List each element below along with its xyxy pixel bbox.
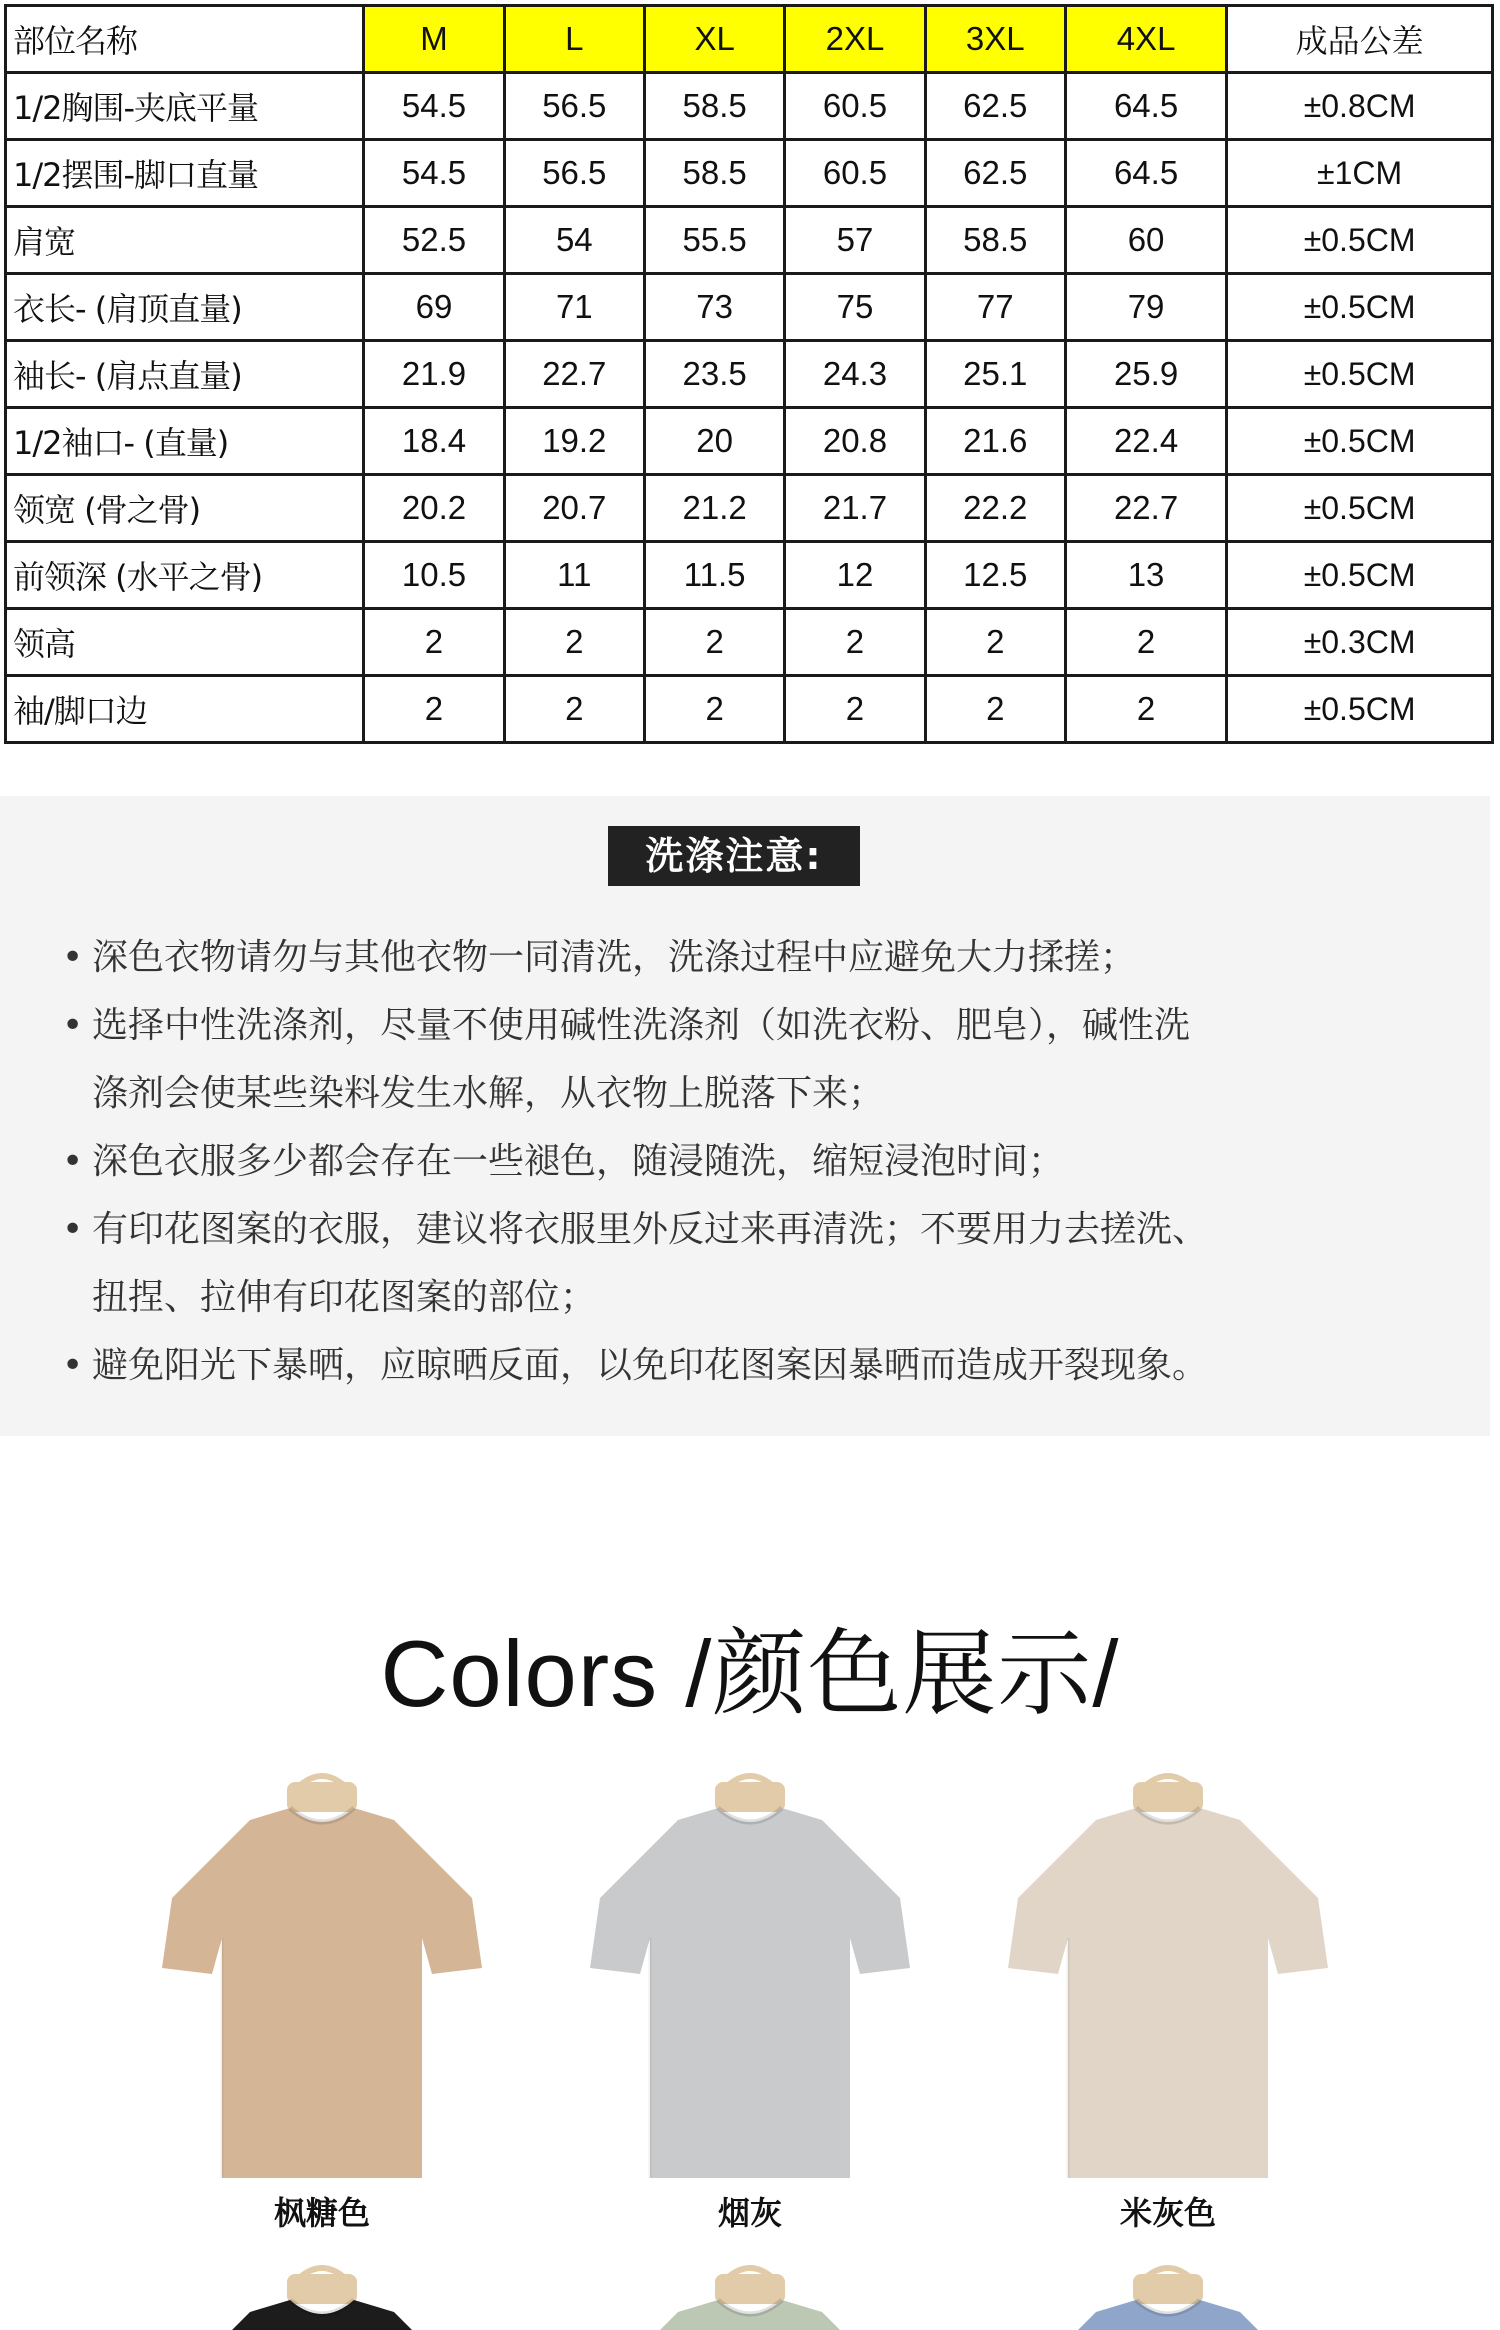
color-swatch xyxy=(132,1758,512,2238)
measurement-cell: 56.5 xyxy=(504,73,644,140)
washing-note-text: 避免阳光下暴晒，应晾晒反面，以免印花图案因暴晒而造成开裂现象。 xyxy=(92,1345,1209,1386)
washing-note-text: 涤剂会使某些染料发生水解，从衣物上脱落下来； xyxy=(92,1073,885,1114)
table-row xyxy=(6,676,1493,743)
measurement-cell: 21.2 xyxy=(644,475,784,542)
table-row xyxy=(6,341,1493,408)
table-row xyxy=(6,207,1493,274)
measurement-cell: 2 xyxy=(1065,676,1226,743)
measurement-cell: 2 xyxy=(504,609,644,676)
bullet-icon: • xyxy=(62,1141,84,1182)
row-part-name: 肩宽 xyxy=(6,207,364,274)
header-size-2xl: 2XL xyxy=(785,6,925,73)
header-size-3xl: 3XL xyxy=(925,6,1065,73)
measurement-cell: 2 xyxy=(785,609,925,676)
table-header-row xyxy=(6,6,1493,73)
tolerance-cell: ±0.5CM xyxy=(1227,341,1493,408)
washing-note-text: 有印花图案的衣服，建议将衣服里外反过来再清洗；不要用力去搓洗、 xyxy=(92,1209,1209,1250)
tolerance-cell: ±0.5CM xyxy=(1227,207,1493,274)
bullet-icon: • xyxy=(62,1005,84,1046)
header-size-l: L xyxy=(504,6,644,73)
measurement-cell: 11 xyxy=(504,542,644,609)
color-name-label: 枫糖色 xyxy=(273,2194,370,2232)
header-part-name: 部位名称 xyxy=(6,6,364,73)
measurement-cell: 55.5 xyxy=(644,207,784,274)
washing-note-line xyxy=(58,992,1438,1060)
bullet-icon: • xyxy=(62,1345,84,1386)
t-shirt-image xyxy=(560,2250,940,2330)
washing-note-text: 深色衣物请勿与其他衣物一同清洗，洗涤过程中应避免大力揉搓； xyxy=(92,937,1137,978)
measurement-cell: 2 xyxy=(925,676,1065,743)
colors-title: Colors /颜色展示/ xyxy=(380,1621,1120,1726)
t-shirt-image xyxy=(132,2250,512,2330)
measurement-cell: 60 xyxy=(1065,207,1226,274)
measurement-cell: 57 xyxy=(785,207,925,274)
measurement-cell: 21.6 xyxy=(925,408,1065,475)
washing-note-line xyxy=(58,1128,1438,1196)
measurement-cell: 20.2 xyxy=(364,475,504,542)
row-part-name: 袖/脚口边 xyxy=(6,676,364,743)
row-part-name: 1/2摆围-脚口直量 xyxy=(6,140,364,207)
row-part-name: 领宽 (骨之骨) xyxy=(6,475,364,542)
tolerance-cell: ±0.5CM xyxy=(1227,676,1493,743)
measurement-cell: 2 xyxy=(644,676,784,743)
washing-notes-title: 洗涤注意: xyxy=(608,826,860,886)
bullet-icon: • xyxy=(62,937,84,978)
tolerance-cell: ±0.5CM xyxy=(1227,274,1493,341)
measurement-cell: 19.2 xyxy=(504,408,644,475)
measurement-cell: 20.8 xyxy=(785,408,925,475)
row-part-name: 前领深 (水平之骨) xyxy=(6,542,364,609)
measurement-cell: 75 xyxy=(785,274,925,341)
color-name-label: 烟灰 xyxy=(717,2194,782,2232)
measurement-cell: 25.1 xyxy=(925,341,1065,408)
measurement-cell: 60.5 xyxy=(785,73,925,140)
measurement-cell: 22.7 xyxy=(1065,475,1226,542)
measurement-cell: 12 xyxy=(785,542,925,609)
row-part-name: 1/2胸围-夹底平量 xyxy=(6,73,364,140)
header-size-4xl: 4XL xyxy=(1065,6,1226,73)
table-row xyxy=(6,140,1493,207)
measurement-cell: 54.5 xyxy=(364,73,504,140)
measurement-cell: 52.5 xyxy=(364,207,504,274)
measurement-cell: 54 xyxy=(504,207,644,274)
washing-note-line xyxy=(58,1332,1438,1400)
measurement-cell: 18.4 xyxy=(364,408,504,475)
measurement-cell: 54.5 xyxy=(364,140,504,207)
washing-notes-list xyxy=(58,924,1438,1400)
measurement-cell: 73 xyxy=(644,274,784,341)
measurement-cell: 22.7 xyxy=(504,341,644,408)
measurement-cell: 64.5 xyxy=(1065,140,1226,207)
washing-note-text: 选择中性洗涤剂，尽量不使用碱性洗涤剂（如洗衣粉、肥皂），碱性洗 xyxy=(92,1005,1191,1046)
tolerance-cell: ±0.5CM xyxy=(1227,542,1493,609)
table-row xyxy=(6,475,1493,542)
measurement-cell: 62.5 xyxy=(925,73,1065,140)
bullet-icon: • xyxy=(62,1209,84,1250)
table-row xyxy=(6,609,1493,676)
measurement-cell: 56.5 xyxy=(504,140,644,207)
measurement-cell: 20 xyxy=(644,408,784,475)
color-swatch xyxy=(978,1758,1358,2238)
size-table xyxy=(4,4,1494,744)
washing-note-text: 扭捏、拉伸有印花图案的部位； xyxy=(92,1277,597,1318)
measurement-cell: 2 xyxy=(504,676,644,743)
measurement-cell: 58.5 xyxy=(925,207,1065,274)
measurement-cell: 62.5 xyxy=(925,140,1065,207)
measurement-cell: 22.2 xyxy=(925,475,1065,542)
washing-note-line xyxy=(58,1196,1438,1264)
color-swatch xyxy=(560,1758,940,2238)
washing-note-line xyxy=(58,924,1438,992)
measurement-cell: 2 xyxy=(364,609,504,676)
measurement-cell: 21.7 xyxy=(785,475,925,542)
measurement-cell: 58.5 xyxy=(644,73,784,140)
table-row xyxy=(6,73,1493,140)
measurement-cell: 21.9 xyxy=(364,341,504,408)
t-shirt-image xyxy=(978,2250,1358,2330)
measurement-cell: 22.4 xyxy=(1065,408,1226,475)
row-part-name: 袖长- (肩点直量) xyxy=(6,341,364,408)
tolerance-cell: ±0.5CM xyxy=(1227,475,1493,542)
table-row xyxy=(6,408,1493,475)
measurement-cell: 58.5 xyxy=(644,140,784,207)
measurement-cell: 60.5 xyxy=(785,140,925,207)
tolerance-cell: ±0.8CM xyxy=(1227,73,1493,140)
table-row xyxy=(6,542,1493,609)
color-name-label: 米灰色 xyxy=(1119,2194,1216,2232)
washing-notes-panel xyxy=(0,796,1490,1436)
row-part-name: 衣长- (肩顶直量) xyxy=(6,274,364,341)
measurement-cell: 23.5 xyxy=(644,341,784,408)
measurement-cell: 79 xyxy=(1065,274,1226,341)
measurement-cell: 10.5 xyxy=(364,542,504,609)
measurement-cell: 2 xyxy=(1065,609,1226,676)
measurement-cell: 77 xyxy=(925,274,1065,341)
row-part-name: 领高 xyxy=(6,609,364,676)
washing-note-line xyxy=(58,1060,1438,1128)
header-size-m: M xyxy=(364,6,504,73)
measurement-cell: 71 xyxy=(504,274,644,341)
header-size-xl: XL xyxy=(644,6,784,73)
tolerance-cell: ±1CM xyxy=(1227,140,1493,207)
washing-note-line xyxy=(58,1264,1438,1332)
measurement-cell: 2 xyxy=(925,609,1065,676)
measurement-cell: 2 xyxy=(785,676,925,743)
measurement-cell: 25.9 xyxy=(1065,341,1226,408)
measurement-cell: 64.5 xyxy=(1065,73,1226,140)
washing-note-text: 深色衣服多少都会存在一些褪色，随浸随洗，缩短浸泡时间； xyxy=(92,1141,1065,1182)
measurement-cell: 13 xyxy=(1065,542,1226,609)
row-part-name: 1/2袖口- (直量) xyxy=(6,408,364,475)
measurement-cell: 12.5 xyxy=(925,542,1065,609)
tolerance-cell: ±0.3CM xyxy=(1227,609,1493,676)
measurement-cell: 69 xyxy=(364,274,504,341)
measurement-cell: 2 xyxy=(364,676,504,743)
measurement-cell: 20.7 xyxy=(504,475,644,542)
table-row xyxy=(6,274,1493,341)
header-tolerance: 成品公差 xyxy=(1227,6,1493,73)
tolerance-cell: ±0.5CM xyxy=(1227,408,1493,475)
measurement-cell: 2 xyxy=(644,609,784,676)
measurement-cell: 24.3 xyxy=(785,341,925,408)
measurement-cell: 11.5 xyxy=(644,542,784,609)
